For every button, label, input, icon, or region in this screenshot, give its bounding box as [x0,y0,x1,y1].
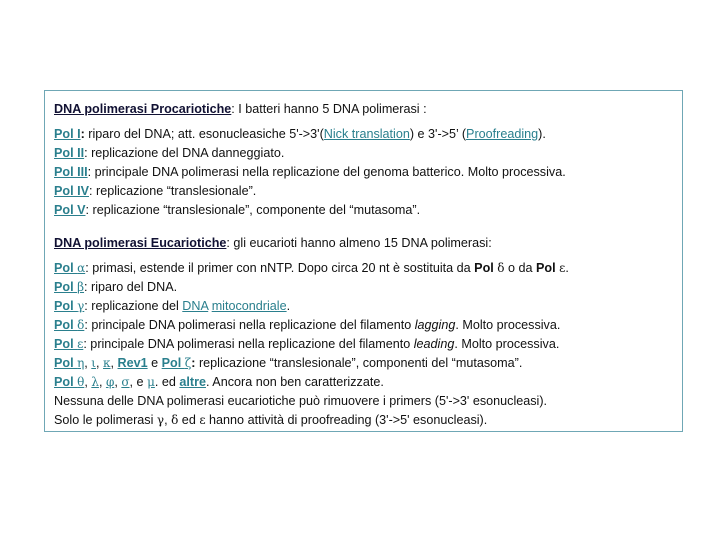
eukaryotic-heading[interactable]: DNA polimerasi Eucariotiche [54,236,227,250]
epsilon-symbol: ε [77,337,84,351]
pol-epsilon-line [54,335,682,354]
separator: , [96,356,104,370]
pol-gamma-link[interactable] [54,299,84,313]
separator: , [84,375,92,389]
epsilon-symbol-ref: ε [559,261,566,275]
mu-symbol: μ [147,375,155,389]
translesion-text: replicazione “translesionale”, componenti del “mutasoma”. [195,356,523,370]
pol-ii-link[interactable]: Pol II [54,146,85,160]
note-proofreading-text: Solo le polimerasi [54,413,157,427]
pol-theta-label: Pol [54,375,78,389]
pol-sigma-link[interactable] [121,375,129,389]
rev1-link[interactable]: Rev1 [117,356,148,370]
pol-iv-text: : replicazione “translesionale”. [89,184,257,198]
content-box [44,90,683,432]
delta-symbol-ref: δ [497,261,505,275]
pol-iii-link[interactable]: Pol III [54,165,88,179]
eta-symbol: η [77,356,85,370]
nick-translation-link[interactable]: Nick translation [323,127,410,141]
prokaryotic-heading-text: : I batteri hanno 5 DNA polimerasi : [231,102,427,116]
others-line [54,373,682,392]
theta-symbol: θ [77,375,85,389]
delta-symbol: δ [77,318,85,332]
delta-symbol-note: δ [171,413,179,427]
note-primers: Nessuna delle DNA polimerasi eucariotiche può rimuovere i primers (5'->3' esonucleasi). [54,394,548,408]
iota-symbol: ι [91,356,97,370]
pol-alpha-text-2: o da [504,261,537,275]
gamma-symbol: γ [77,299,85,313]
pol-delta-ref: Pol [474,261,498,275]
pol-i-line [54,125,682,144]
dna-link[interactable]: DNA [182,299,209,313]
pol-iii-text: : principale DNA polimerasi nella replicazione del genoma batterico. Molto processiva. [87,165,566,179]
pol-epsilon-text: : principale DNA polimerasi nella replicazione del filamento [83,337,414,351]
pol-iv-link[interactable]: Pol IV [54,184,89,198]
beta-symbol: β [77,280,85,294]
zeta-symbol: ζ [184,356,192,370]
pol-alpha-text-3: . [565,261,569,275]
pol-beta-line [54,278,682,297]
pol-eta-link[interactable] [54,356,84,370]
pol-epsilon-label: Pol [54,337,78,351]
pol-delta-line [54,316,682,335]
pol-mu-link[interactable] [147,375,155,389]
translesion-line [54,354,682,373]
eukaryotic-heading-text: : gli eucarioti hanno almeno 15 DNA polimerasi: [226,236,492,250]
pol-alpha-link[interactable] [54,261,85,275]
separator: , [98,375,106,389]
others-text: . ed [154,375,180,389]
others-text-2: . Ancora non ben caratterizzate. [206,375,384,389]
pol-v-link[interactable]: Pol V [54,203,86,217]
lagging-text: lagging [414,318,456,332]
pol-alpha-line [54,259,682,278]
pol-epsilon-link[interactable] [54,337,83,351]
pol-zeta-label: Pol [161,356,185,370]
pol-iv-line [54,182,682,201]
pol-gamma-line [54,297,682,316]
pol-lambda-link[interactable] [91,375,99,389]
separator: , [84,356,92,370]
pol-i-text: riparo del DNA; att. esonucleasiche 5'->3'( [84,127,324,141]
kappa-symbol: κ [103,356,111,370]
pol-eta-label: Pol [54,356,78,370]
proofreading-link[interactable]: Proofreading [466,127,539,141]
pol-delta-link[interactable] [54,318,84,332]
pol-i-link[interactable]: Pol I [54,127,81,141]
note-proofreading-line [54,411,682,430]
note-proofreading-text-3: hanno attività di proofreading (3'->5' esonucleasi). [205,413,488,427]
separator: , [114,375,122,389]
note-proofreading-text-2: ed [178,413,200,427]
lambda-symbol: λ [91,375,99,389]
pol-delta-text-2: . Molto processiva. [455,318,561,332]
separator: , [110,356,118,370]
pol-i-text-3: ). [538,127,546,141]
eukaryotic-heading-line [54,234,682,253]
separator: , [164,413,172,427]
pol-ii-line [54,144,682,163]
pol-iii-line [54,163,682,182]
pol-eps-ref: Pol [536,261,560,275]
pol-gamma-text-2: . [286,299,291,313]
epsilon-symbol-note: ε [199,413,206,427]
and-text: e [147,356,162,370]
gamma-symbol-note: γ [156,413,165,427]
pol-i-colon: : [80,127,85,141]
sigma-symbol: σ [121,375,130,389]
separator: , e [129,375,148,389]
pol-delta-label: Pol [54,318,78,332]
altre-link[interactable]: altre [179,375,206,389]
pol-alpha-text: : primasi, estende il primer con nNTP. Dopo circa 20 nt è sostituita da [85,261,475,275]
pol-beta-text: : riparo del DNA. [84,280,178,294]
pol-delta-text: : principale DNA polimerasi nella replicazione del filamento [84,318,415,332]
pol-beta-link[interactable] [54,280,84,294]
translesion-colon: : [191,356,196,370]
pol-v-line [54,201,682,220]
alpha-symbol: α [77,261,86,275]
pol-kappa-link[interactable] [103,356,111,370]
mitocondriale-link[interactable]: mitocondriale [211,299,287,313]
pol-gamma-label: Pol [54,299,78,313]
pol-i-text-2: ) e 3'->5’ ( [409,127,467,141]
pol-beta-label: Pol [54,280,78,294]
leading-text: leading [413,337,455,351]
prokaryotic-heading[interactable]: DNA polimerasi Procariotiche [54,102,232,116]
pol-v-text: : replicazione “translesionale”, componente del “mutasoma”. [85,203,421,217]
pol-ii-text: : replicazione del DNA danneggiato. [84,146,285,160]
prokaryotic-heading-line [54,100,682,119]
pol-theta-link[interactable] [54,375,84,389]
pol-alpha-label: Pol [54,261,78,275]
pol-epsilon-text-2: . Molto processiva. [454,337,560,351]
pol-zeta-link[interactable] [162,356,192,370]
phi-symbol: φ [105,375,115,389]
pol-gamma-text: : replicazione del [84,299,183,313]
